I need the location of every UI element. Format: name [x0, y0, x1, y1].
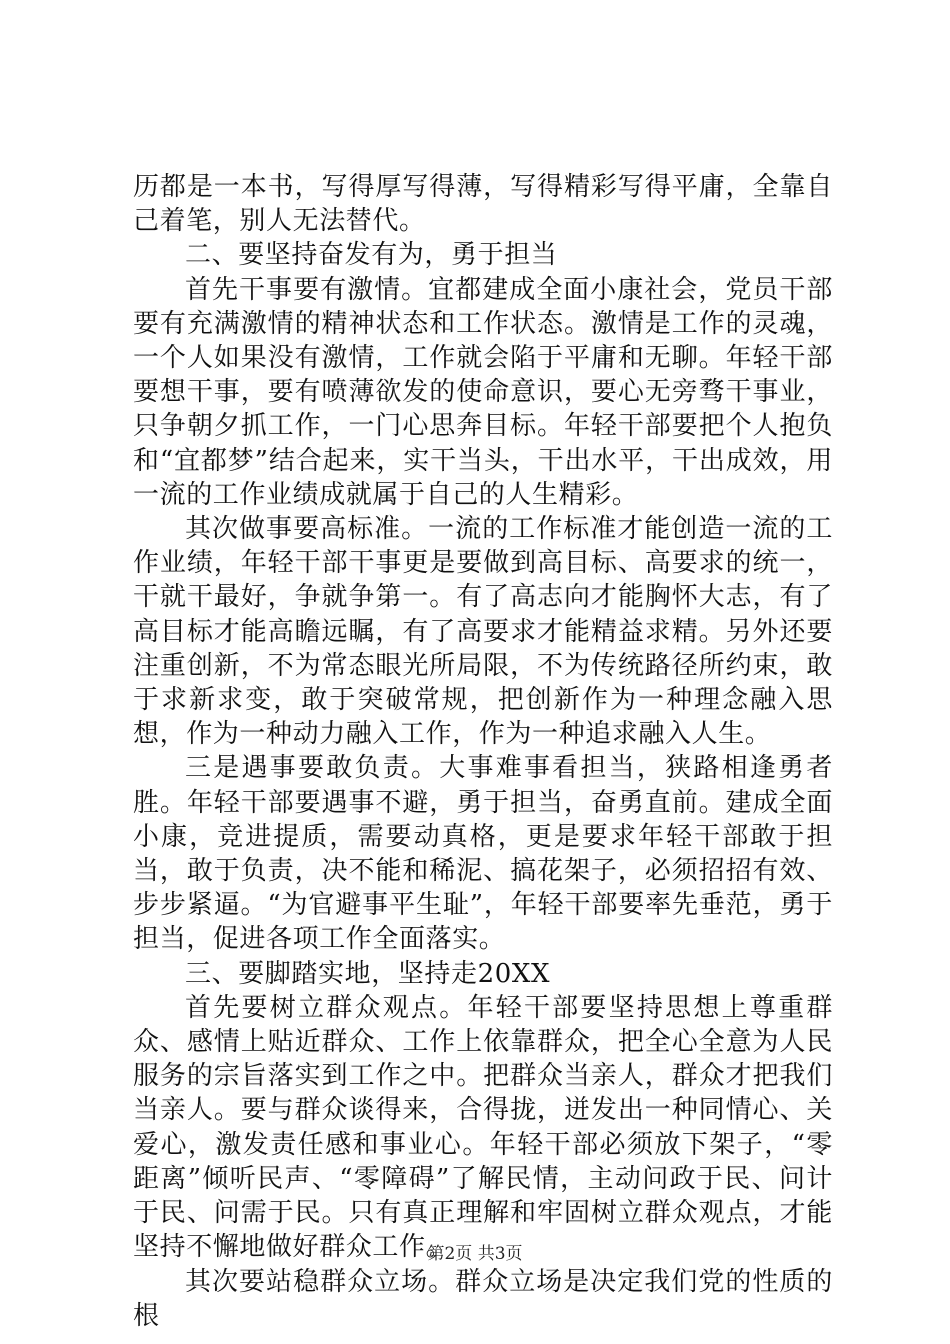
paragraph: 其次做事要高标准。一流的工作标准才能创造一流的工作业绩，年轻干部干事更是要做到高目标、高要求的统一，干就干最好，争就争第一。有了高志向才能胸怀大志，有了高目标才能高瞻远瞩，有了高要求才能精益求精。另外还要注重创新，不为常态眼光所局限，不为传统路径所约束，敢于求新求变，敢于突破常规，把创新作为一种理念融入思想，作为一种动力融入工作，作为一种追求融入人生。 — [133, 514, 833, 750]
paragraph: 首先干事要有激情。宜都建成全面小康社会，党员干部要有充满激情的精神状态和工作状态。激情是工作的灵魂，一个人如果没有激情，工作就会陷于平庸和无聊。年轻干部要想干事，要有喷薄欲发的使命意识，要心无旁骛干事业，只争朝夕抓工作，一门心思奔目标。年轻干部要把个人抱负和“宜都梦”结合起来，实干当头，干出水平，干出成效，用一流的工作业绩成就属于自己的人生精彩。 — [133, 274, 833, 510]
document-body — [133, 170, 833, 1333]
page-footer: 第2页 共3页 — [427, 1244, 523, 1264]
paragraph: 其次要站稳群众立场。群众立场是决定我们党的性质的根 — [133, 1266, 833, 1331]
paragraph: 首先要树立群众观点。年轻干部要坚持思想上尊重群众、感情上贴近群众、工作上依靠群众，把全心全意为人民服务的宗旨落实到工作之中。把群众当亲人，群众才把我们当亲人。要与群众谈得来，合得拢，迸发出一种同情心、关爱心，激发责任感和事业心。年轻干部必须放下架子，“零距离”倾听民声、“零障碍”了解民情，主动问政于民、问计于民、问需于民。只有真正理解和牢固树立群众观点，才能坚持不懈地做好群众工作。 — [133, 992, 833, 1263]
paragraph-continued: 历都是一本书，写得厚写得薄，写得精彩写得平庸，全靠自己着笔，别人无法替代。 — [133, 172, 833, 237]
section-heading-3: 三、要脚踏实地，坚持走20XX — [185, 958, 551, 989]
section-heading-2: 二、要坚持奋发有为，勇于担当 — [185, 240, 558, 271]
paragraph: 三是遇事要敢负责。大事难事看担当，狭路相逢勇者胜。年轻干部要遇事不避，勇于担当，奋勇直前。建成全面小康，竞进提质，需要动真格，更是要求年轻干部敢于担当，敢于负责，决不能和稀泥、搞花架子，必须招招有效、步步紧逼。“为官避事平生耻”，年轻干部要率先垂范，勇于担当，促进各项工作全面落实。 — [133, 753, 833, 955]
